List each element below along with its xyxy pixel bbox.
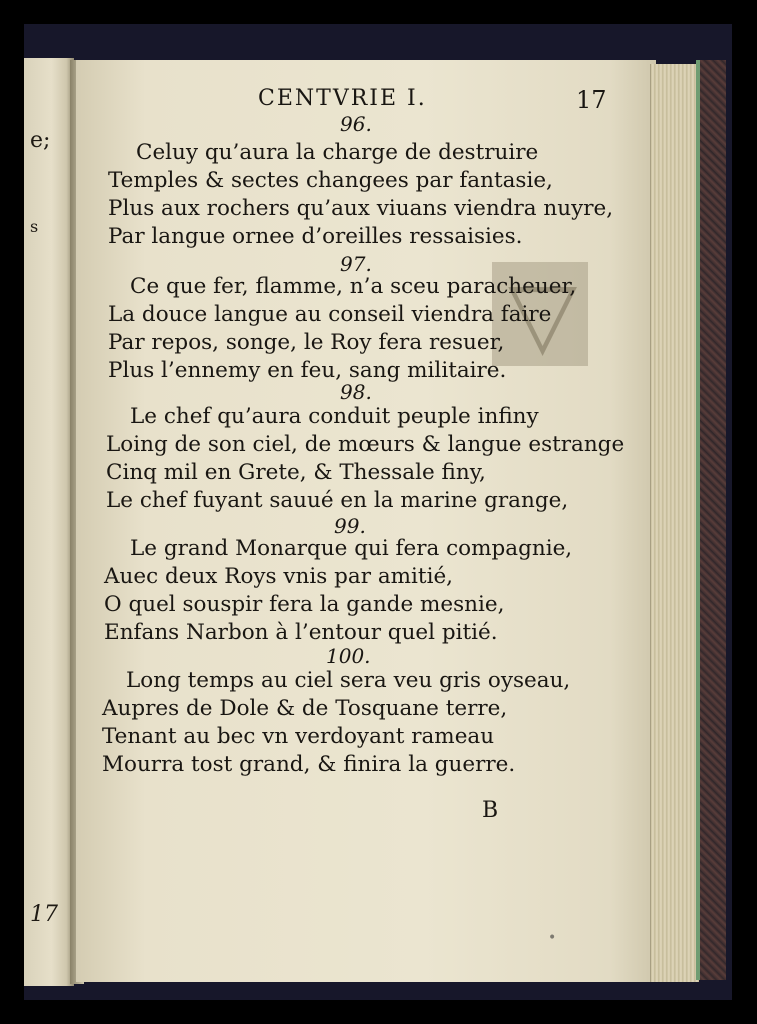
quatrain-number: 100. bbox=[326, 644, 371, 668]
verse-line: Ce que fer, flamme, n’a sceu paracheuer, bbox=[130, 274, 577, 299]
left-page-fragment: s bbox=[30, 217, 39, 236]
verse-line: Le chef qu’aura conduit peuple infiny bbox=[130, 404, 539, 429]
pencil-mark: • bbox=[548, 930, 557, 946]
verse-line: La douce langue au conseil viendra faire bbox=[108, 302, 552, 327]
page-number: 17 bbox=[576, 86, 607, 114]
page-edges bbox=[650, 64, 699, 982]
verse-line: Par repos, songe, le Roy fera resuer, bbox=[108, 330, 505, 355]
verse-line: Temples & sectes changees par fantasie, bbox=[108, 168, 553, 193]
verse-line: Auec deux Roys vnis par amitié, bbox=[104, 564, 453, 589]
quatrain-number: 96. bbox=[340, 112, 372, 136]
verse-line: Celuy qu’aura la charge de destruire bbox=[136, 140, 539, 165]
verse-line: Long temps au ciel sera veu gris oyseau, bbox=[126, 668, 571, 693]
quatrain-number: 98. bbox=[340, 380, 372, 404]
book-cover bbox=[696, 60, 726, 980]
quatrain-number: 97. bbox=[340, 252, 372, 276]
verse-line: Le grand Monarque qui fera compagnie, bbox=[130, 536, 573, 561]
verse-line: Le chef fuyant sauué en la marine grange, bbox=[106, 488, 569, 513]
verse-line: Tenant au bec vn verdoyant rameau bbox=[102, 724, 495, 749]
left-page-edge bbox=[24, 58, 74, 986]
verse-line: Aupres de Dole & de Tosquane terre, bbox=[102, 696, 508, 721]
left-page-fragment: e; bbox=[30, 128, 51, 153]
verse-line: Loing de son ciel, de mœurs & langue estrange bbox=[106, 432, 625, 457]
verse-line: Plus l’ennemy en feu, sang militaire. bbox=[108, 358, 507, 383]
quatrain-number: 99. bbox=[334, 514, 366, 538]
verse-line: Par langue ornee d’oreilles ressaisies. bbox=[108, 224, 523, 249]
left-page-fragment: 17 bbox=[30, 902, 58, 927]
show-through-initial: ▽ bbox=[508, 262, 578, 367]
verse-line: Plus aux rochers qu’aux viuans viendra nuyre, bbox=[108, 196, 614, 221]
verse-line: O quel souspir fera la gande mesnie, bbox=[104, 592, 505, 617]
verse-line: Mourra tost grand, & finira la guerre. bbox=[102, 752, 516, 777]
running-title: CENTVRIE I. bbox=[258, 86, 427, 111]
signature-mark: B bbox=[482, 798, 499, 823]
verse-line: Enfans Narbon à l’entour quel pitié. bbox=[104, 620, 498, 645]
verse-line: Cinq mil en Grete, & Thessale finy, bbox=[106, 460, 486, 485]
